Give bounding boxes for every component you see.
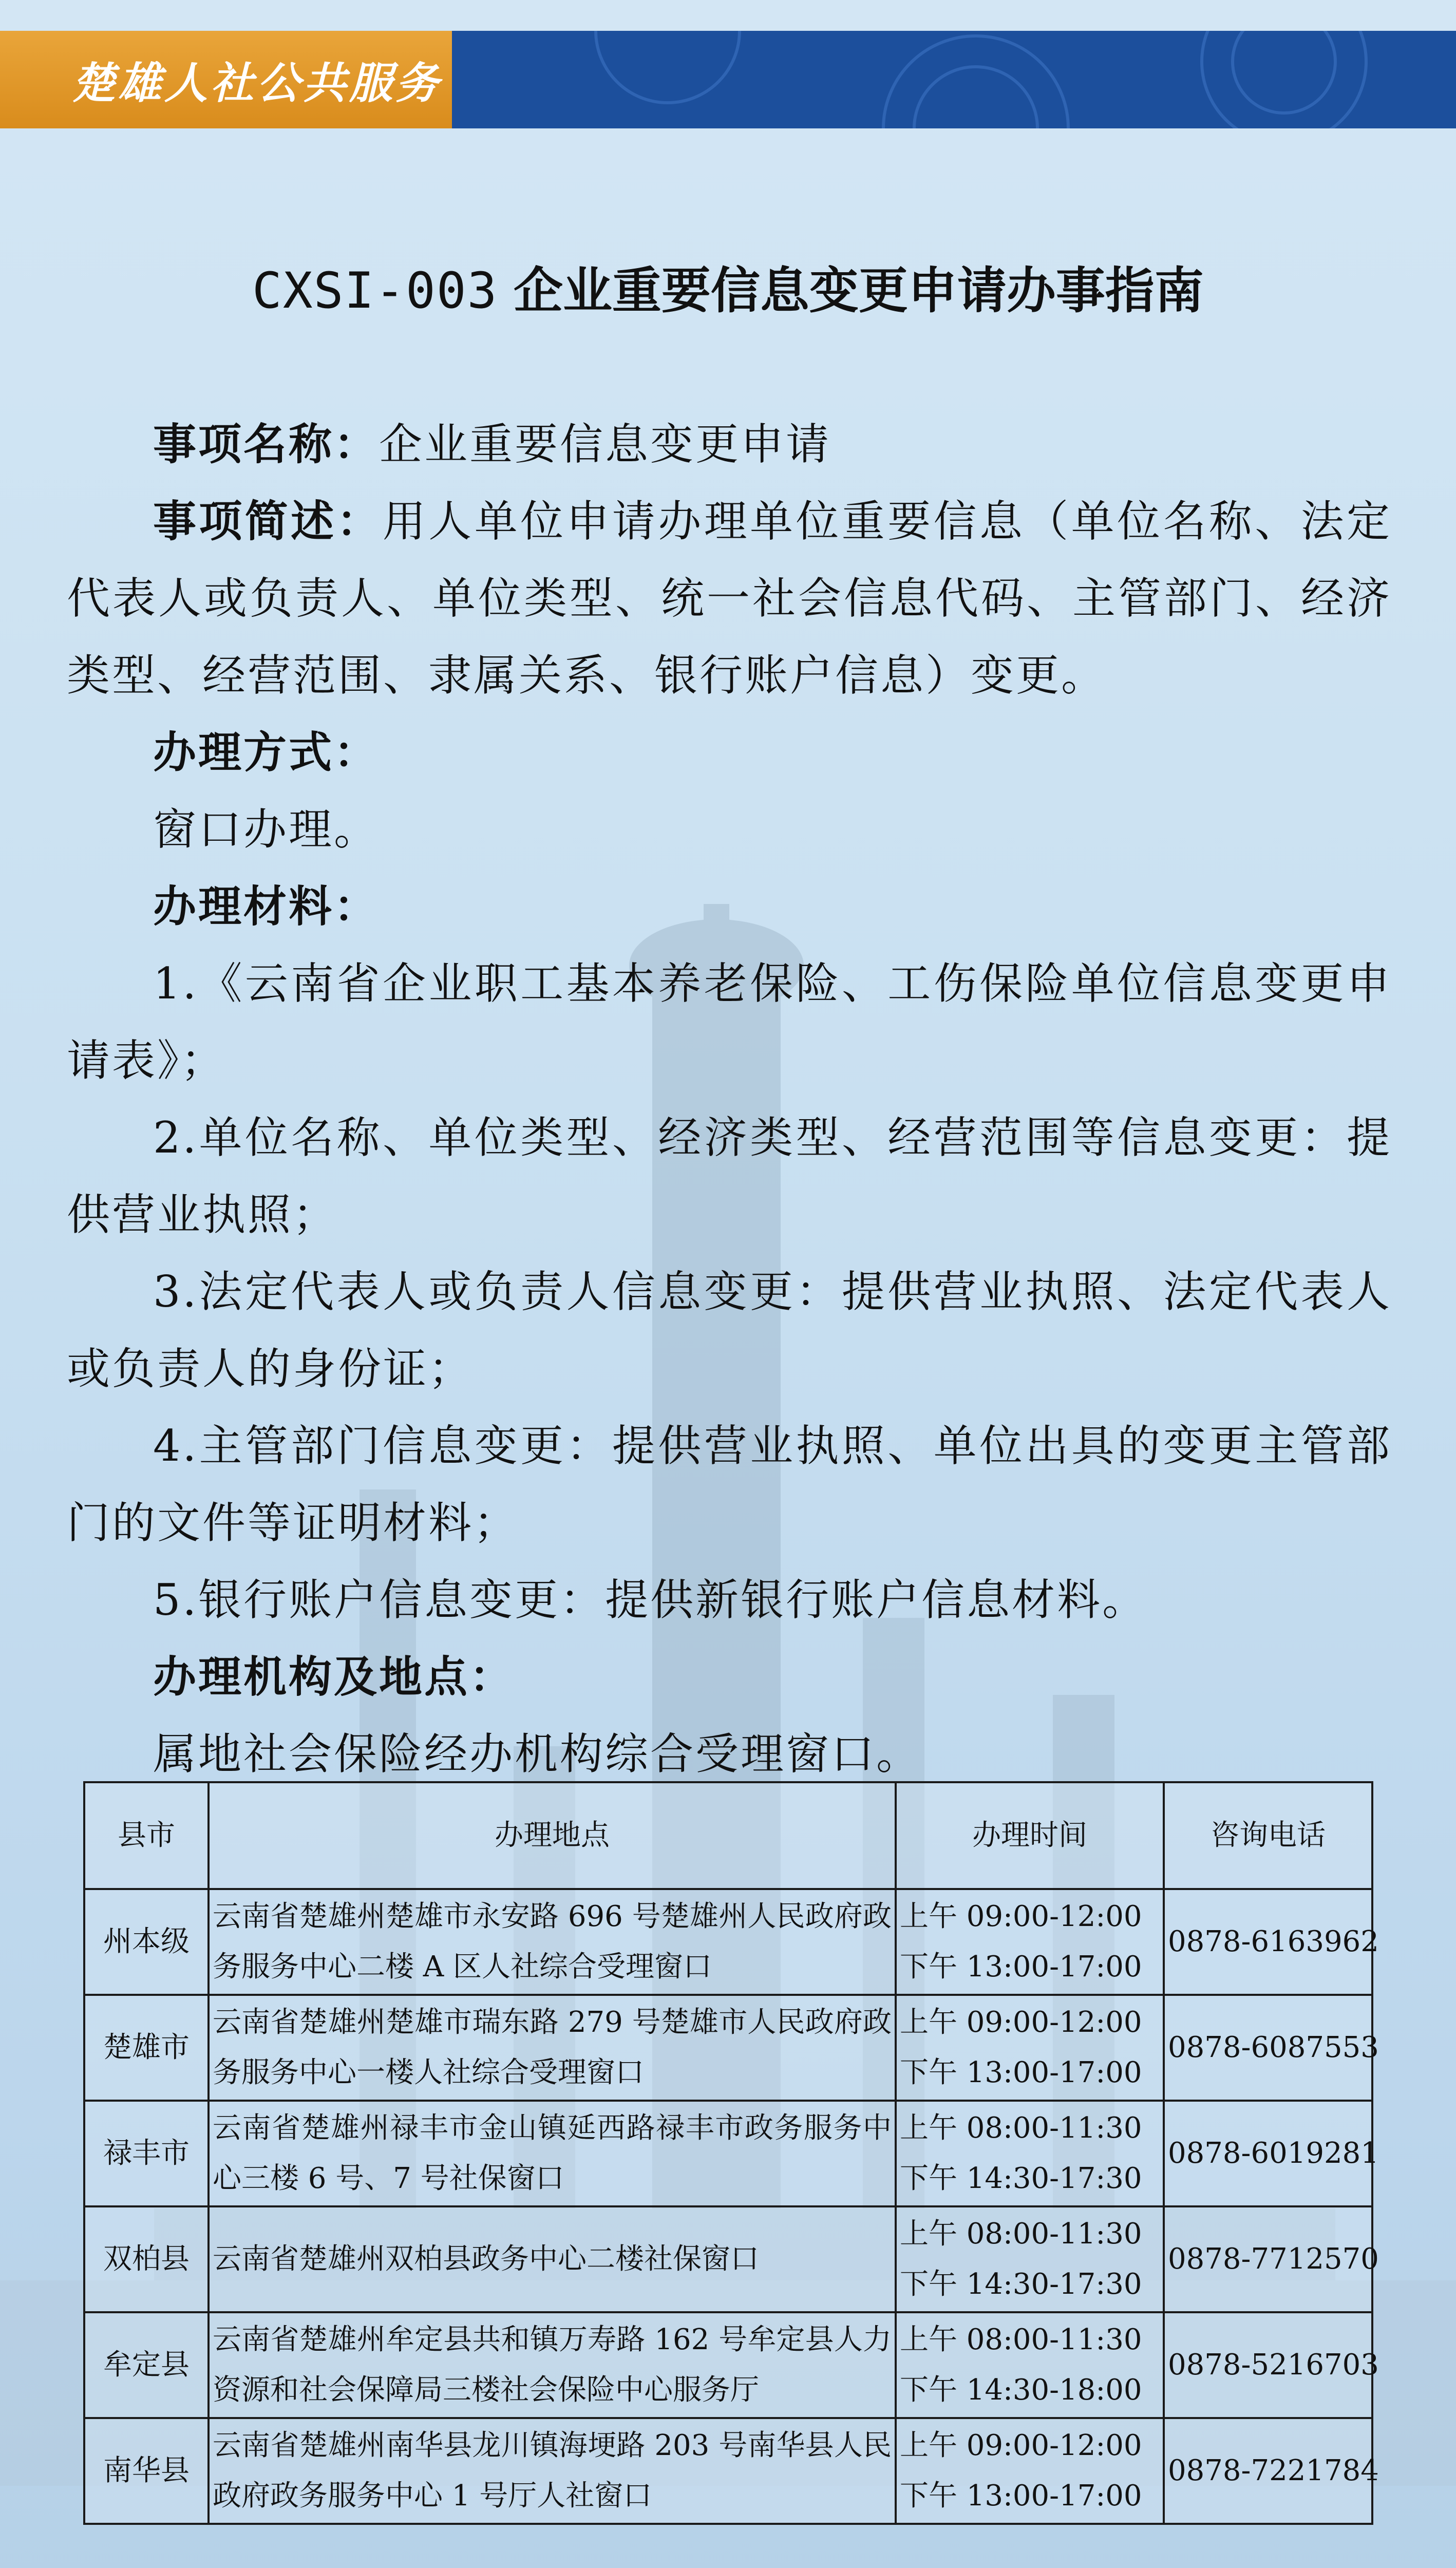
cell-phone: 0878-7221784: [1164, 2418, 1372, 2524]
hours-pm: 下午 13:00-17:00: [900, 2479, 1142, 2513]
cell-city: 双柏县: [84, 2206, 209, 2312]
description-paragraph: [67, 483, 1392, 714]
hours-am: 上午 08:00-11:30: [900, 2217, 1142, 2251]
cell-hours: [896, 2101, 1164, 2206]
method-value: 窗口办理。: [153, 804, 380, 855]
material-item-2: 2.单位名称、单位类型、经济类型、经营范围等信息变更：提供营业执照；: [67, 1112, 1392, 1240]
material-item-4: 4.主管部门信息变更：提供营业执照、单位出具的变更主管部门的文件等证明材料；: [67, 1421, 1392, 1548]
guide-body: [67, 406, 1392, 1792]
cell-city: 南华县: [84, 2418, 209, 2524]
cell-phone: 0878-7712570: [1164, 2206, 1372, 2312]
cell-phone: 0878-5216703: [1164, 2312, 1372, 2418]
material-item-5: 5.银行账户信息变更：提供新银行账户信息材料。: [153, 1575, 1148, 1625]
hours-pm: 下午 13:00-17:00: [900, 1950, 1142, 1984]
title-code: CXSI-003: [252, 262, 498, 319]
hours-am: 上午 08:00-11:30: [900, 2111, 1142, 2145]
item-name-line: [67, 406, 1392, 483]
cell-city: 禄丰市: [84, 2101, 209, 2206]
table-header-row: [84, 1782, 1372, 1889]
table-row: [84, 1995, 1372, 2101]
hours-pm: 下午 14:30-18:00: [900, 2373, 1142, 2407]
cell-address: 云南省楚雄州牟定县共和镇万寿路 162 号牟定县人力资源和社会保障局三楼社会保险中心服务厅: [209, 2312, 896, 2418]
materials-label: 办理材料：: [153, 881, 380, 932]
cell-hours: [896, 1995, 1164, 2101]
description-value: 用人单位申请办理单位重要信息（单位名称、法定代表人或负责人、单位类型、统一社会信息代码、主管部门、经济类型、经营范围、隶属关系、银行账户信息）变更。: [67, 496, 1392, 701]
cell-city: 牟定县: [84, 2312, 209, 2418]
hours-am: 上午 09:00-12:00: [900, 2006, 1142, 2039]
cell-hours: [896, 2312, 1164, 2418]
cell-address: 云南省楚雄州楚雄市永安路 696 号楚雄州人民政府政务服务中心二楼 A 区人社综合受理窗口: [209, 1889, 896, 1995]
cell-address: 云南省楚雄州双柏县政务中心二楼社保窗口: [209, 2206, 896, 2312]
hours-am: 上午 09:00-12:00: [900, 2429, 1142, 2462]
description-label: 事项简述：: [153, 496, 383, 546]
hours-pm: 下午 14:30-17:30: [900, 2162, 1142, 2195]
header-city: 县市: [84, 1782, 209, 1889]
cell-address: 云南省楚雄州南华县龙川镇海埂路 203 号南华县人民政府政务服务中心 1 号厅人社窗口: [209, 2418, 896, 2524]
title-name: 企业重要信息变更申请办事指南: [513, 262, 1204, 319]
cell-phone: 0878-6163962: [1164, 1889, 1372, 1995]
hours-pm: 下午 14:30-17:30: [900, 2268, 1142, 2301]
table-row: [84, 2312, 1372, 2418]
page-title: [0, 252, 1456, 322]
cell-phone: 0878-6019281: [1164, 2101, 1372, 2206]
cell-hours: [896, 1889, 1164, 1995]
item-name-label: 事项名称：: [153, 419, 380, 469]
location-label-line: [67, 1638, 1392, 1715]
cell-city: 州本级: [84, 1889, 209, 1995]
method-label: 办理方式：: [153, 727, 380, 778]
item-name-value: 企业重要信息变更申请: [379, 419, 831, 469]
location-value: 属地社会保险经办机构综合受理窗口。: [153, 1729, 922, 1779]
header-address: 办理地点: [209, 1782, 896, 1889]
cell-address: 云南省楚雄州禄丰市金山镇延西路禄丰市政务服务中心三楼 6 号、7 号社保窗口: [209, 2101, 896, 2206]
table-row: [84, 2101, 1372, 2206]
hours-pm: 下午 13:00-17:00: [900, 2056, 1142, 2089]
method-label-line: [67, 714, 1392, 791]
cell-phone: 0878-6087553: [1164, 1995, 1372, 2101]
cell-hours: [896, 2206, 1164, 2312]
cell-hours: [896, 2418, 1164, 2524]
material-item-1: 1.《云南省企业职工基本养老保险、工伤保险单位信息变更申请表》；: [67, 958, 1392, 1086]
cell-city: 楚雄市: [84, 1995, 209, 2101]
table-row: [84, 2418, 1372, 2524]
hours-am: 上午 09:00-12:00: [900, 1900, 1142, 1933]
cell-address: 云南省楚雄州楚雄市瑞东路 279 号楚雄市人民政府政务服务中心一楼人社综合受理窗口: [209, 1995, 896, 2101]
materials-label-line: [67, 868, 1392, 945]
hours-am: 上午 08:00-11:30: [900, 2323, 1142, 2356]
location-label: 办理机构及地点：: [153, 1652, 515, 1702]
brand-logo-text: 楚雄人社公共服务: [72, 58, 442, 108]
header-hours: 办理时间: [896, 1782, 1164, 1889]
table-row: [84, 2206, 1372, 2312]
table-row: [84, 1889, 1372, 1995]
material-item-3: 3.法定代表人或负责人信息变更：提供营业执照、法定代表人或负责人的身份证；: [67, 1267, 1392, 1394]
header-phone: 咨询电话: [1164, 1782, 1372, 1889]
service-location-table: [83, 1781, 1379, 2525]
